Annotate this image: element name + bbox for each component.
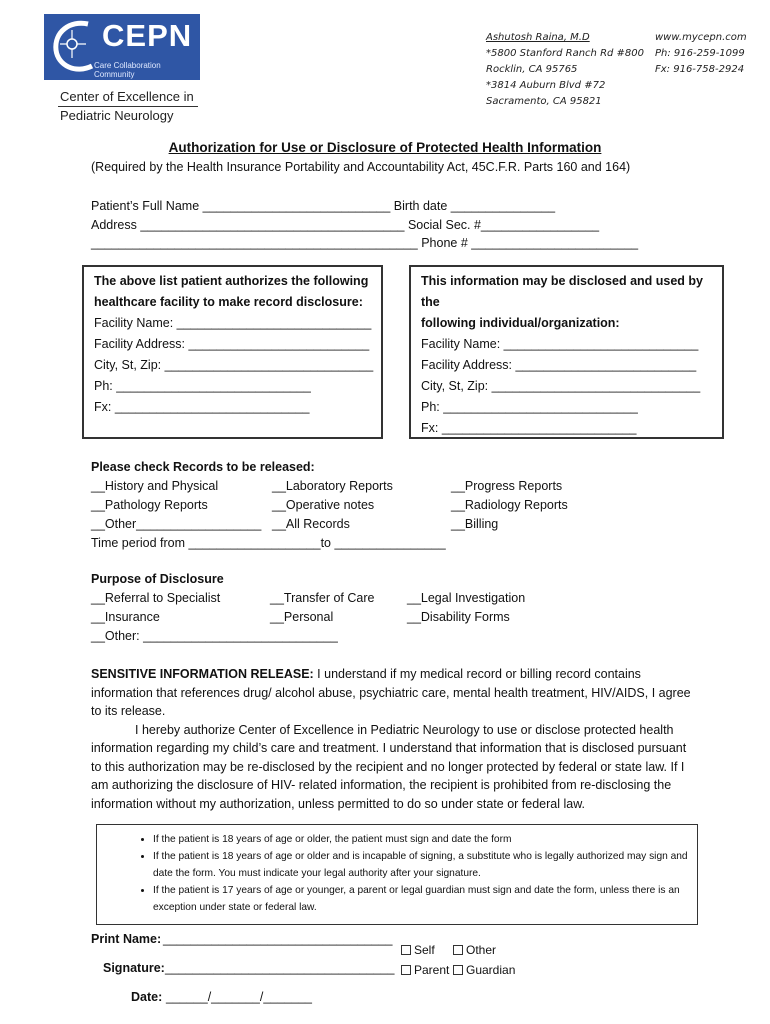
- guardian-label: Guardian: [466, 963, 516, 977]
- guardian-option[interactable]: [453, 963, 515, 977]
- sensitive-release-paragraph: [91, 665, 691, 721]
- contact-web-block: [655, 30, 747, 78]
- patient-name-birthdate-field[interactable]: Patient’s Full Name ___________________________ Birth date _______________: [91, 199, 556, 213]
- right-city-field[interactable]: City, St, Zip: ______________________________: [421, 379, 701, 393]
- purpose-heading: Purpose of Disclosure: [91, 572, 224, 586]
- right-fax-field[interactable]: Fx: ____________________________: [421, 421, 637, 435]
- self-label: Self: [414, 943, 435, 957]
- left-city-field[interactable]: City, St, Zip: ______________________________: [94, 358, 374, 372]
- patient-fields: [91, 197, 638, 253]
- purpose-option-legal[interactable]: __Legal Investigation: [407, 591, 526, 605]
- right-facility-name-field[interactable]: Facility Name: ____________________________: [421, 337, 699, 351]
- record-option-history[interactable]: __History and Physical: [91, 479, 219, 493]
- self-checkbox[interactable]: [401, 945, 411, 955]
- right-phone-field[interactable]: Ph: ____________________________: [421, 400, 638, 414]
- other-checkbox[interactable]: [453, 945, 463, 955]
- record-option-laboratory[interactable]: __Laboratory Reports: [272, 479, 393, 493]
- record-option-billing[interactable]: __Billing: [451, 517, 499, 531]
- cepn-logo: [44, 14, 200, 80]
- left-phone-field[interactable]: Ph: ____________________________: [94, 379, 311, 393]
- fax: Fx: 916-758-2924: [655, 64, 745, 75]
- record-option-pathology[interactable]: __Pathology Reports: [91, 498, 208, 512]
- left-box-heading-2: healthcare facility to make record disclosure:: [94, 295, 363, 309]
- instruction-item: • If the patient is 18 years of age or older, the patient must sign and date the form: [153, 831, 697, 848]
- purpose-option-disability[interactable]: __Disability Forms: [407, 610, 510, 624]
- records-heading: Please check Records to be released:: [91, 460, 315, 474]
- records-column-2: [272, 477, 393, 534]
- left-fax-field[interactable]: Fx: ____________________________: [94, 400, 310, 414]
- record-option-radiology[interactable]: __Radiology Reports: [451, 498, 568, 512]
- address-line-2: *3814 Auburn Blvd #72: [486, 80, 606, 91]
- purpose-option-referral[interactable]: __Referral to Specialist: [91, 591, 221, 605]
- address-phone-field[interactable]: _______________________________________________ Phone # ________________________: [91, 236, 639, 250]
- other-option[interactable]: [453, 943, 496, 957]
- purpose-option-personal[interactable]: __Personal: [270, 610, 334, 624]
- instruction-item: • If the patient is 17 years of age or younger, a parent or legal guardian must sign and date the form, unless there is an exception under state or federal law.: [153, 882, 697, 916]
- parent-label: Parent: [414, 963, 450, 977]
- print-name-label: Print Name:: [91, 932, 162, 946]
- organization-name: [60, 89, 198, 123]
- sensitive-release-label: SENSITIVE INFORMATION RELEASE:: [91, 667, 314, 681]
- city-line-1: Rocklin, CA 95765: [486, 64, 578, 75]
- parent-checkbox[interactable]: [401, 965, 411, 975]
- right-box-heading-2: following individual/organization:: [421, 316, 620, 330]
- phone: Ph: 916-259-1099: [655, 48, 745, 59]
- record-option-all[interactable]: __All Records: [272, 517, 350, 531]
- sensitive-release-section: [91, 665, 691, 813]
- time-period-field[interactable]: Time period from ___________________to ________________: [91, 536, 446, 550]
- signing-instructions-box: [96, 824, 698, 925]
- purpose-column-3: [407, 589, 525, 627]
- left-facility-name-field[interactable]: Facility Name: ____________________________: [94, 316, 372, 330]
- right-box-heading-1: This information may be disclosed and used by the: [421, 274, 704, 309]
- form-title: Authorization for Use or Disclosure of Protected Health Information: [168, 140, 602, 155]
- disclosing-facility-box: [82, 265, 383, 439]
- org-divider: [58, 106, 198, 107]
- left-box-heading-1: The above list patient authorizes the following: [94, 274, 369, 288]
- guardian-checkbox[interactable]: [453, 965, 463, 975]
- form-subtitle: (Required by the Health Insurance Portability and Accountability Act, 45C.F.R. Parts 160 and 164): [91, 160, 631, 174]
- date-label: Date:: [131, 990, 163, 1004]
- purpose-option-transfer[interactable]: __Transfer of Care: [270, 591, 375, 605]
- sensitive-release-text: I understand if my medical record or billing record contains information that references drug/ alcohol abuse, psychiatric care, mental health treatment, HIV/AIDS, I agree to its release.: [91, 667, 691, 718]
- self-option[interactable]: [401, 943, 435, 957]
- purpose-option-insurance[interactable]: __Insurance: [91, 610, 160, 624]
- other-label: Other: [466, 943, 497, 957]
- city-line-2: Sacramento, CA 95821: [486, 96, 602, 107]
- record-option-progress[interactable]: __Progress Reports: [451, 479, 563, 493]
- right-facility-address-field[interactable]: Facility Address: __________________________: [421, 358, 697, 372]
- address-line-1: *5800 Stanford Ranch Rd #800: [486, 48, 645, 59]
- record-option-operative[interactable]: __Operative notes: [272, 498, 375, 512]
- instruction-item: • If the patient is 18 years of age or older and is incapable of signing, a substitute who is legally authorized may sign and date the form. You must indicate your legal authority after your signature.: [153, 848, 697, 882]
- doctor-name: Ashutosh Raina, M.D: [486, 32, 590, 43]
- logo-text: CEPN: [102, 18, 193, 53]
- logo-mark-icon: [48, 18, 98, 76]
- address-ssn-field[interactable]: Address ______________________________________ Social Sec. #_________________: [91, 217, 600, 232]
- signature-label: Signature:: [103, 961, 165, 975]
- records-column-1: [91, 477, 261, 534]
- website: www.mycepn.com: [655, 32, 747, 43]
- org-line-2: Pediatric Neurology: [60, 108, 174, 123]
- records-column-3: [451, 477, 568, 534]
- print-name-field[interactable]: _________________________________: [163, 932, 393, 946]
- date-field[interactable]: ______/_______/_______: [166, 990, 312, 1004]
- purpose-column-2: [270, 589, 374, 627]
- org-line-1: Center of Excellence in: [60, 89, 194, 104]
- authorization-paragraph: I hereby authorize Center of Excellence in Pediatric Neurology to use or disclose protected health information regarding my child’s care and treatment. I understand that information that is disclosed pursuant to this authorization may be re-disclosed by the recipient and no longer protected by federal or state law. If I am authorizing the disclosure of HIV- related information, the recipient is prohibited from re-disclosing the information without my authorization, unless permitted to do so under state or federal law.: [91, 722, 687, 811]
- left-facility-address-field[interactable]: Facility Address: __________________________: [94, 337, 370, 351]
- signature-field[interactable]: _________________________________: [165, 961, 395, 975]
- recipient-box: [409, 265, 724, 439]
- purpose-option-other[interactable]: __Other: ____________________________: [91, 629, 338, 643]
- parent-option[interactable]: [401, 963, 449, 977]
- contact-address-block: [486, 30, 644, 110]
- record-option-other[interactable]: __Other__________________: [91, 517, 262, 531]
- logo-tagline: Care Collaboration Community: [94, 61, 161, 79]
